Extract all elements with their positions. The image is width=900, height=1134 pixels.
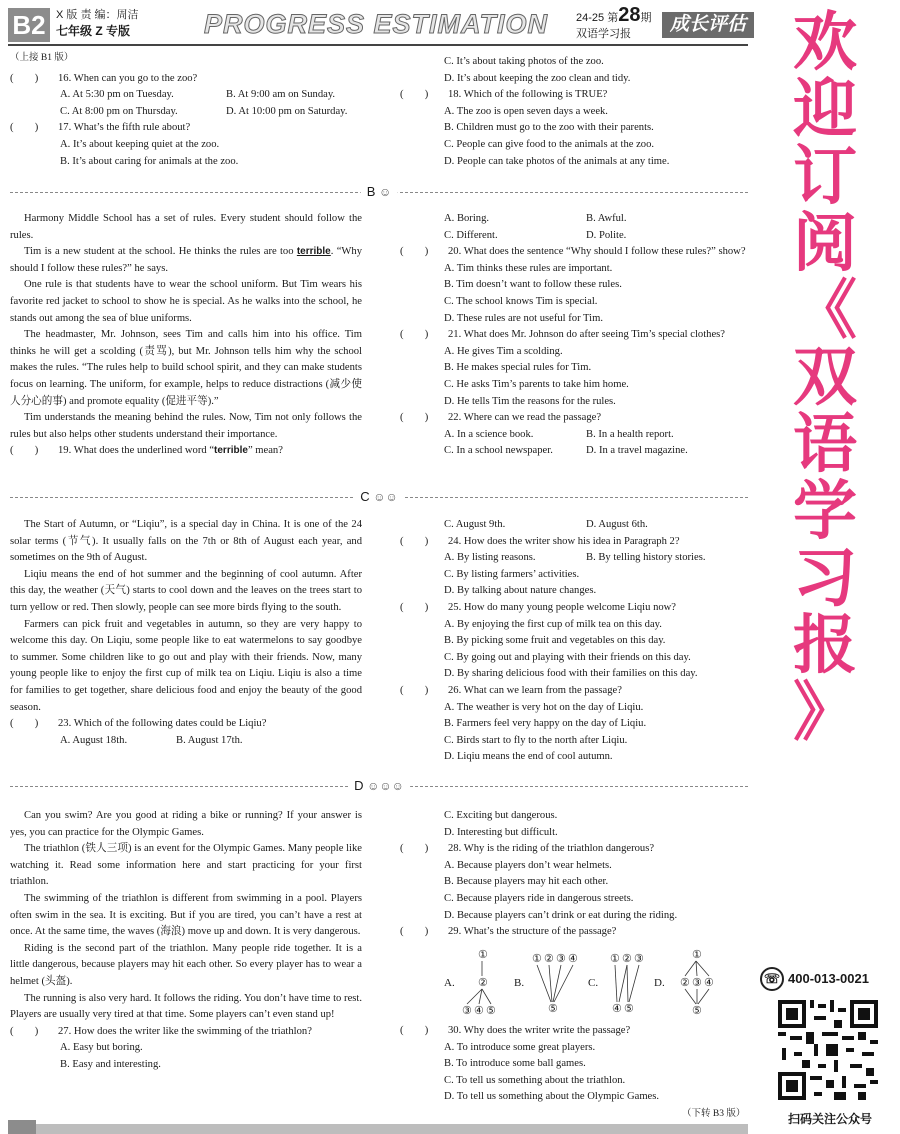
answer-blank[interactable]: ( ): [10, 1025, 39, 1037]
promo-char: 订: [793, 140, 857, 214]
answer-blank[interactable]: ( ): [400, 926, 429, 938]
text: . “Why should I follow these rules?” he says.: [10, 246, 363, 274]
option: C. Because players ride in dangerous streets.: [444, 892, 634, 904]
section-b-passage: [10, 211, 362, 460]
promo-char: 》: [793, 676, 857, 750]
node: ⑤: [624, 1003, 634, 1015]
difficulty-icons: ☺: [379, 185, 392, 199]
options-row: [10, 104, 362, 121]
section-b-questions: [400, 211, 748, 460]
option: B. By telling history stories.: [586, 552, 706, 564]
difficulty-icons: ☺☺: [373, 490, 398, 504]
promo-char: 双: [793, 341, 857, 415]
paragraph: [10, 244, 362, 277]
option: A. The zoo is open seven days a week.: [444, 105, 608, 117]
question-26: [400, 683, 748, 700]
question-28: [400, 841, 748, 858]
paragraph: Harmony Middle School has a set of rules. Every student should follow the rules.: [10, 213, 362, 241]
section-b-label: [361, 184, 398, 200]
answer-blank[interactable]: ( ): [400, 412, 429, 424]
paragraph: Liqiu means the end of hot summer and the beginning of cool autumn. After this day, the weather (天气) starts to cool down and the leaves on the trees start to turn yellow or red. Then slowly, people can see more birds flying to the south.: [10, 568, 362, 613]
diagram-option-b: B.: [514, 977, 525, 989]
node: ①: [532, 953, 542, 965]
promo-char: 报: [793, 609, 857, 683]
footer-badge: [8, 1120, 36, 1134]
structure-diagrams: [442, 948, 742, 1020]
issue-prefix: 第: [607, 12, 619, 24]
option: D. By sharing delicious food with their families on this day.: [444, 668, 698, 680]
option: D. He tells Tim the reasons for the rules.: [444, 395, 616, 407]
option: A. By listing reasons.: [444, 552, 536, 564]
option: D. At 10:00 pm on Saturday.: [226, 105, 348, 117]
option: A. To introduce some great players.: [444, 1041, 596, 1053]
question-27: [10, 1024, 362, 1041]
option: C. By going out and playing with their friends on this day.: [444, 651, 691, 663]
answer-blank[interactable]: ( ): [400, 329, 429, 341]
option: C. By listing farmers’ activities.: [444, 568, 580, 580]
question-30-block: [400, 1023, 748, 1106]
question-25: [400, 600, 748, 617]
continued-from: （上接 B1 版）: [10, 53, 74, 63]
section-d-passage: [10, 808, 362, 1074]
option: C. In a school newspaper.: [444, 445, 553, 457]
option: B. By picking some fruit and vegetables on this day.: [444, 635, 666, 647]
question-18: [400, 87, 748, 104]
quoted-word: terrible: [214, 445, 248, 457]
option: A. In a science book.: [444, 428, 534, 440]
option: D. In a travel magazine.: [586, 445, 688, 457]
question-stem: 18. Which of the following is TRUE?: [448, 89, 608, 101]
option: D. Interesting but difficult.: [444, 826, 558, 838]
question-stem: 19. What does the underlined word “: [58, 445, 215, 457]
promo-char: 迎: [793, 73, 857, 147]
option: D. Because players can’t drink or eat during the riding.: [444, 909, 678, 921]
node: ④: [474, 1005, 484, 1017]
node: ③: [462, 1005, 472, 1017]
promo-phone: [760, 966, 900, 992]
diagram-option-d: D.: [654, 977, 665, 989]
option: B. Farmers feel very happy on the day of Liqiu.: [444, 718, 647, 730]
promo-char: 习: [793, 542, 857, 616]
paragraph: The headmaster, Mr. Johnson, sees Tim and calls him into his office. Tim thinks he will get a scolding (责骂), but Mr. Johnson tells him why the school makes the rules. “The rules help to build school spirit, and they can make students focus on learning. The uniform, for example, helps to reduce distractions (减少使人分心的事) and promote equality (促进平等).”: [10, 329, 362, 407]
question-stem: 30. Why does the writer write the passage?: [448, 1025, 631, 1036]
option: B. In a health report.: [586, 428, 674, 440]
header-rule: [8, 44, 748, 46]
option: C. August 9th.: [444, 519, 506, 530]
node: ③: [634, 953, 644, 965]
underlined-word: terrible: [296, 246, 331, 258]
answer-blank[interactable]: ( ): [400, 89, 429, 101]
answer-blank[interactable]: ( ): [400, 246, 429, 258]
answer-blank[interactable]: ( ): [10, 445, 39, 457]
node: ②: [478, 977, 488, 989]
subscription-promo: [760, 0, 900, 1134]
question-23: [10, 716, 362, 733]
option: D. To tell us something about the Olympic Games.: [444, 1091, 660, 1103]
option: C. At 8:00 pm on Thursday.: [60, 105, 178, 117]
option: D. By talking about nature changes.: [444, 585, 597, 597]
question-stem: 22. Where can we read the passage?: [448, 412, 602, 424]
section-c-questions: [400, 517, 748, 766]
option: C. The school knows Tim is special.: [444, 295, 598, 307]
question-22: [400, 410, 748, 427]
section-letter: D: [354, 778, 364, 793]
options-row: [10, 733, 362, 750]
question-stem: 23. Which of the following dates could be Liqiu?: [58, 718, 267, 730]
option: C. Exciting but dangerous.: [444, 810, 558, 821]
node: ⑤: [548, 1003, 558, 1015]
option: A. Easy but boring.: [60, 1042, 143, 1054]
node: ⑤: [692, 1005, 702, 1017]
question-20: [400, 244, 748, 261]
option: C. Birds start to fly to the north after Liqiu.: [444, 734, 628, 746]
node: ④: [704, 977, 714, 989]
option: A. At 5:30 pm on Tuesday.: [60, 89, 174, 101]
section-d-label: [348, 778, 410, 794]
option: A. It’s about keeping quiet at the zoo.: [60, 138, 220, 150]
options-row: [400, 228, 748, 245]
footer-bar: [8, 1124, 748, 1134]
paragraph: Can you swim? Are you good at riding a bike or running? If your answer is yes, you can practice for the Olympic Games.: [10, 810, 362, 838]
difficulty-icons: ☺☺☺: [367, 779, 404, 793]
node: ①: [478, 949, 488, 961]
option: D. Liqiu means the end of cool autumn.: [444, 751, 613, 763]
section-b-divider: [10, 184, 748, 200]
question-stem: 29. What’s the structure of the passage?: [448, 926, 617, 938]
section-c-passage: [10, 517, 362, 749]
section-c-label: [354, 489, 404, 505]
promo-char: 阅: [793, 207, 857, 281]
options-row: [400, 550, 748, 567]
option: B. Awful.: [586, 213, 627, 224]
option: A. He gives Tim a scolding.: [444, 345, 563, 357]
section-d-divider: [10, 778, 748, 794]
question-19: [10, 443, 362, 460]
paragraph: Farmers can pick fruit and vegetables in autumn, so they are very happy to welcome this day. On Liqiu, some people like to eat watermelons to say goodbye to summer. Some children like to go out and play with their friends. Now, many young people like to enjoy the first cup of milk tea on Liqiu. Liqiu is also a time for families to get together, share delicious food and enjoy the beauty of the good season.: [10, 618, 362, 713]
question-stem: 24. How does the writer show his idea in Paragraph 2?: [448, 535, 680, 547]
paragraph: Riding is the second part of the triathlon. Many people ride together. It is a little dangerous, because players may hit each other. So every player has to wear a helmet (头盔).: [10, 942, 362, 987]
node: ②: [622, 953, 632, 965]
options-row: [400, 443, 748, 460]
question-stem: 25. How do many young people welcome Liqiu now?: [448, 601, 677, 613]
option: C. Different.: [444, 229, 498, 241]
section-letter: B: [366, 184, 376, 199]
option: D. Polite.: [586, 229, 627, 241]
answer-blank[interactable]: ( ): [400, 535, 429, 547]
phone-icon: ☏: [760, 967, 784, 991]
options-row: [10, 87, 362, 104]
continued-to: [682, 1106, 752, 1123]
answer-blank[interactable]: ( ): [400, 1025, 429, 1036]
paragraph: The Start of Autumn, or “Liqiu”, is a special day in China. It is one of the 24 solar terms (节气). It usually falls on the 7th or 8th of August each year, and sometimes on the 9th of August.: [10, 519, 362, 564]
answer-blank[interactable]: ( ): [10, 122, 39, 134]
answer-blank[interactable]: ( ): [10, 72, 39, 84]
paragraph: Tim understands the meaning behind the rules. Now, Tim not only follows the rules but also helps other students understand their importance.: [10, 412, 362, 440]
question-29: [400, 924, 748, 941]
question-stem: 16. When can you go to the zoo?: [58, 72, 198, 84]
option: B. He makes special rules for Tim.: [444, 362, 592, 374]
option: C. It’s about taking photos of the zoo.: [444, 56, 604, 67]
question-17: [10, 120, 362, 137]
option: C. People can give food to the animals at the zoo.: [444, 138, 655, 150]
node: ④: [568, 953, 578, 965]
question-24: [400, 534, 748, 551]
diagram-option-c: C.: [588, 977, 599, 989]
phone-number[interactable]: 400-013-0021: [788, 971, 869, 986]
section-a-right: [400, 54, 748, 170]
option: B. Tim doesn’t want to follow these rules.: [444, 279, 622, 291]
qr-code-svg: [778, 1000, 878, 1100]
continued-to-text: （下转 B3 版）: [682, 1109, 746, 1119]
option: D. These rules are not useful for Tim.: [444, 312, 603, 324]
option: B. August 17th.: [176, 734, 243, 746]
option: A. By enjoying the first cup of milk tea on this day.: [444, 618, 662, 630]
node: ②: [680, 977, 690, 989]
paragraph: The swimming of the triathlon is different from swimming in a pool. Players often swim in the sea. It is exciting. But if you are tired, you can’t have a rest at once. At the same time, the waves (海浪) move up and down. It is very dangerous.: [10, 892, 362, 938]
question-stem: 28. Why is the riding of the triathlon dangerous?: [448, 843, 655, 855]
structure-diagrams-svg: [442, 948, 742, 1020]
header-issue-info: [576, 4, 652, 42]
option: B. Because players may hit each other.: [444, 876, 609, 888]
paragraph: The triathlon (铁人三项) is an event for the Olympic Games. Many people like watching it. Read some information here and start practicing for your first triathlon.: [10, 843, 362, 888]
question-30: [400, 1023, 748, 1040]
paragraph: The running is also very hard. It follows the riding. You don’t have time to rest. Players are usually very tired at that time. Some players can’t even stand up!: [10, 992, 362, 1021]
node: ①: [692, 949, 702, 961]
option: A. The weather is very hot on the day of Liqiu.: [444, 701, 644, 713]
promo-char: 《: [793, 274, 857, 348]
issue-year: 24-25: [576, 12, 605, 24]
issue-suffix: 期: [640, 12, 652, 24]
option: D. People can take photos of the animals at any time.: [444, 155, 670, 167]
page-header: [8, 6, 748, 44]
promo-title: [790, 6, 860, 750]
promo-char: 语: [793, 408, 857, 482]
zone-label: Z 专版: [95, 24, 131, 38]
text: Tim is a new student at the school. He thinks the rules are too: [24, 246, 297, 258]
answer-blank[interactable]: ( ): [10, 718, 39, 730]
question-stem: 21. What does Mr. Johnson do after seeing Tim’s special clothes?: [448, 329, 725, 341]
paragraph: One rule is that students have to wear the school uniform. But Tim wears his favorite red jacket to school to show he is special. As he walks into the school, he stands out among the sea of blue uniforms.: [10, 279, 362, 324]
qr-caption: 扫码关注公众号: [787, 1112, 872, 1126]
node: ③: [556, 953, 566, 965]
issue-number: 28: [618, 4, 641, 26]
node: ⑤: [486, 1005, 496, 1017]
option: C. To tell us something about the triathlon.: [444, 1074, 626, 1086]
growth-banner: 成长评估: [662, 12, 754, 38]
answer-blank[interactable]: ( ): [400, 684, 429, 696]
grade-label: 七年级: [56, 24, 93, 38]
question-stem: 27. How does the writer like the swimming of the triathlon?: [58, 1025, 312, 1037]
question-stem: 20. What does the sentence “Why should I follow these rules?” show?: [448, 246, 746, 258]
node: ①: [610, 953, 620, 965]
paper-name: 双语学习报: [576, 28, 631, 40]
option: B. Children must go to the zoo with their parents.: [444, 122, 654, 134]
node: ②: [544, 953, 554, 965]
question-21: [400, 327, 748, 344]
answer-blank[interactable]: ( ): [400, 843, 429, 855]
qr-code[interactable]: [778, 1000, 878, 1100]
options-row: [400, 211, 748, 228]
header-banner: PROGRESS ESTIMATION: [204, 9, 549, 39]
question-stem-end: ” mean?: [247, 445, 283, 457]
option: A. August 18th.: [60, 734, 128, 746]
diagram-option-a: A.: [444, 977, 455, 989]
promo-char: 学: [793, 475, 857, 549]
section-c-divider: [10, 489, 748, 505]
promo-char: 欢: [793, 6, 857, 80]
option: B. It’s about caring for animals at the zoo.: [60, 155, 239, 167]
section-d-questions: [400, 808, 748, 941]
question-16: [10, 71, 362, 88]
option: B. Easy and interesting.: [60, 1058, 161, 1070]
node: ③: [692, 977, 702, 989]
options-row: [400, 427, 748, 444]
question-stem: 26. What can we learn from the passage?: [448, 684, 622, 696]
option: B. At 9:00 am on Sunday.: [226, 89, 336, 101]
option: A. Tim thinks these rules are important.: [444, 262, 613, 274]
section-letter: C: [360, 489, 370, 504]
page-badge: B2: [8, 8, 50, 42]
edition-label: X 版: [56, 9, 78, 21]
options-row: [400, 517, 748, 534]
section-a-left: [10, 50, 362, 170]
header-edition-info: [56, 7, 139, 39]
option: C. He asks Tim’s parents to take him home.: [444, 378, 629, 390]
option: D. It’s about keeping the zoo clean and tidy.: [444, 72, 631, 84]
node: ④: [612, 1003, 622, 1015]
option: A. Because players don’t wear helmets.: [444, 859, 612, 871]
option: D. August 6th.: [586, 519, 648, 530]
option: B. To introduce some ball games.: [444, 1058, 586, 1070]
editor-label: 责 编：周洁: [80, 9, 139, 21]
answer-blank[interactable]: ( ): [400, 601, 429, 613]
option: A. Boring.: [444, 213, 490, 224]
question-stem: 17. What’s the fifth rule about?: [58, 122, 191, 134]
